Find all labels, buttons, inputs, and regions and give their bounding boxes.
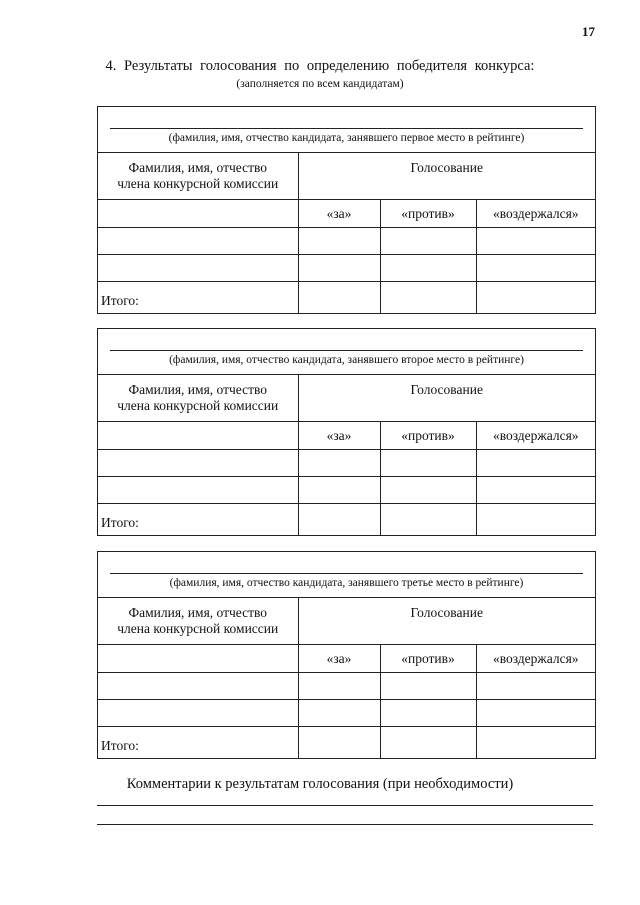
- vote-against-cell[interactable]: [380, 700, 476, 727]
- voting-table: [98, 153, 595, 313]
- candidate-block-3: [97, 551, 596, 759]
- vote-against-cell[interactable]: [380, 673, 476, 700]
- vote-abstain-cell[interactable]: [476, 255, 595, 282]
- candidate-name-field: [98, 552, 595, 598]
- table-row: [98, 255, 595, 282]
- member-header: Фамилия, имя, отчество члена конкурсной комиссии: [98, 375, 298, 422]
- vote-against-cell[interactable]: [380, 228, 476, 255]
- total-label: Итого:: [98, 282, 298, 314]
- vote-for-cell[interactable]: [298, 228, 380, 255]
- member-cell[interactable]: [98, 228, 298, 255]
- section-heading: 4. Результаты голосования по определению победителя конкурса:: [105, 58, 535, 74]
- member-cell[interactable]: [98, 700, 298, 727]
- total-abstain-cell[interactable]: [476, 727, 595, 759]
- total-abstain-cell[interactable]: [476, 282, 595, 314]
- vote-header: Голосование: [298, 375, 595, 422]
- vote-abstain-header: «воздержался»: [476, 422, 595, 450]
- vote-abstain-header: «воздержался»: [476, 645, 595, 673]
- member-blank-cell[interactable]: [98, 422, 298, 450]
- vote-against-header: «против»: [380, 645, 476, 673]
- member-cell[interactable]: [98, 450, 298, 477]
- table-row: [98, 477, 595, 504]
- member-header: Фамилия, имя, отчество члена конкурсной комиссии: [98, 153, 298, 200]
- vote-against-header: «против»: [380, 200, 476, 228]
- vote-against-header: «против»: [380, 422, 476, 450]
- member-cell[interactable]: [98, 477, 298, 504]
- vote-against-cell[interactable]: [380, 477, 476, 504]
- vote-for-header: «за»: [298, 645, 380, 673]
- vote-abstain-header: «воздержался»: [476, 200, 595, 228]
- total-against-cell[interactable]: [380, 504, 476, 536]
- total-label: Итого:: [98, 727, 298, 759]
- comments-line[interactable]: [97, 824, 593, 825]
- member-blank-cell[interactable]: [98, 200, 298, 228]
- table-row: [98, 228, 595, 255]
- voting-table: [98, 598, 595, 758]
- candidate-name-field: [98, 329, 595, 375]
- total-for-cell[interactable]: [298, 727, 380, 759]
- candidate-name-field: [98, 107, 595, 153]
- candidate-caption: (фамилия, имя, отчество кандидата, занявшего третье место в рейтинге): [169, 577, 524, 589]
- table-row: [98, 450, 595, 477]
- section-subheading: (заполняется по всем кандидатам): [236, 78, 404, 90]
- table-row: [98, 700, 595, 727]
- total-for-cell[interactable]: [298, 504, 380, 536]
- table-row: [98, 673, 595, 700]
- vote-for-cell[interactable]: [298, 255, 380, 282]
- vote-for-cell[interactable]: [298, 673, 380, 700]
- vote-for-header: «за»: [298, 200, 380, 228]
- member-blank-cell[interactable]: [98, 645, 298, 673]
- candidate-caption: (фамилия, имя, отчество кандидата, занявшего второе место в рейтинге): [169, 354, 524, 366]
- vote-for-cell[interactable]: [298, 450, 380, 477]
- vote-against-cell[interactable]: [380, 450, 476, 477]
- vote-header: Голосование: [298, 153, 595, 200]
- total-against-cell[interactable]: [380, 727, 476, 759]
- vote-abstain-cell[interactable]: [476, 700, 595, 727]
- vote-abstain-cell[interactable]: [476, 450, 595, 477]
- comments-label: Комментарии к результатам голосования (при необходимости): [126, 776, 514, 792]
- vote-for-cell[interactable]: [298, 700, 380, 727]
- candidate-caption: (фамилия, имя, отчество кандидата, занявшего первое место в рейтинге): [168, 132, 525, 144]
- vote-header: Голосование: [298, 598, 595, 645]
- member-cell[interactable]: [98, 255, 298, 282]
- total-against-cell[interactable]: [380, 282, 476, 314]
- vote-abstain-cell[interactable]: [476, 228, 595, 255]
- total-for-cell[interactable]: [298, 282, 380, 314]
- member-cell[interactable]: [98, 673, 298, 700]
- page-number: 17: [582, 24, 595, 39]
- voting-table: [98, 375, 595, 535]
- vote-for-header: «за»: [298, 422, 380, 450]
- vote-for-cell[interactable]: [298, 477, 380, 504]
- candidate-name-line[interactable]: [110, 350, 583, 351]
- total-abstain-cell[interactable]: [476, 504, 595, 536]
- candidate-block-1: [97, 106, 596, 314]
- candidate-name-line[interactable]: [110, 573, 583, 574]
- candidate-name-line[interactable]: [110, 128, 583, 129]
- vote-against-cell[interactable]: [380, 255, 476, 282]
- member-header: Фамилия, имя, отчество члена конкурсной комиссии: [98, 598, 298, 645]
- total-label: Итого:: [98, 504, 298, 536]
- vote-abstain-cell[interactable]: [476, 477, 595, 504]
- vote-abstain-cell[interactable]: [476, 673, 595, 700]
- candidate-block-2: [97, 328, 596, 536]
- comments-line[interactable]: [97, 805, 593, 806]
